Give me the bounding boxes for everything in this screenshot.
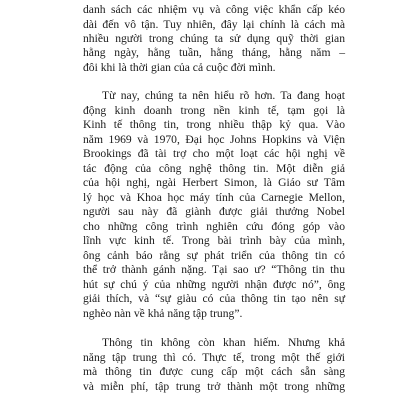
text-line: lĩnh vực kinh tế. Trong bài trình bày của mình, [83, 234, 345, 247]
text-line: mà thông tin được cung cấp một cách sẵn sàng [83, 365, 345, 378]
text-line: dài đến vô tận. Tuy nhiên, đây lại chính là cách mà [83, 18, 345, 31]
text-line: lý học và Khoa học máy tính của Carnegie Mellon, [83, 191, 345, 204]
text-line: của hội nghị, ngài Herbert Simon, là Giáo sư Tâm [83, 176, 345, 189]
text-line: danh sách các nhiệm vụ và công việc khẩn cấp kéo [83, 3, 345, 16]
text-line: nhiều người trong chúng ta sử dụng quỹ thời gian [83, 32, 345, 45]
text-line: giải thích, và “sự giàu có của thông tin tạo nên sự [83, 292, 345, 305]
text-line: Thông tin không còn khan hiếm. Nhưng khả [102, 336, 345, 349]
text-line: thể trở thành gánh nặng. Tại sao ư? “Thông tin thu [83, 263, 345, 276]
text-line: hằng ngày, hằng tuần, hằng tháng, hằng năm – [83, 46, 345, 59]
text-line: Từ nay, chúng ta nên hiểu rõ hơn. Ta đang hoạt [102, 89, 345, 102]
text-line: tác động của công nghệ thông tin. Một diễn giả [83, 162, 345, 175]
text-line: người sau này đã giành được giải thưởng Nobel [83, 205, 345, 218]
text-line: cho những công trình nghiên cứu đóng góp vào [83, 220, 345, 233]
text-line: Brookings đã tài trợ cho một loạt các hội nghị về [83, 147, 345, 160]
text-line: Kinh tế thông tin, trong nhiều thập kỷ qua. Vào [83, 118, 345, 131]
text-line: đôi khi là thời gian của cả cuộc đời mình. [83, 61, 276, 74]
text-line: và miễn phí, tập trung trở thành một trong những [83, 380, 345, 393]
text-line: ông cảnh báo rằng sự phát triển của thông tin có [83, 249, 345, 262]
text-line: động kinh doanh trong nền kinh tế, tạm gọi là [83, 104, 345, 117]
text-line: nghèo nàn về khả năng tập trung”. [83, 307, 243, 320]
text-line: hút sự chú ý của những người nhận được nó”, ông [83, 278, 345, 291]
text-line: năm 1969 và 1970, Đại học Johns Hopkins và Viện [83, 133, 345, 146]
text-line: năng tập trung thì có. Thực tế, trong một thế giới [83, 351, 345, 364]
